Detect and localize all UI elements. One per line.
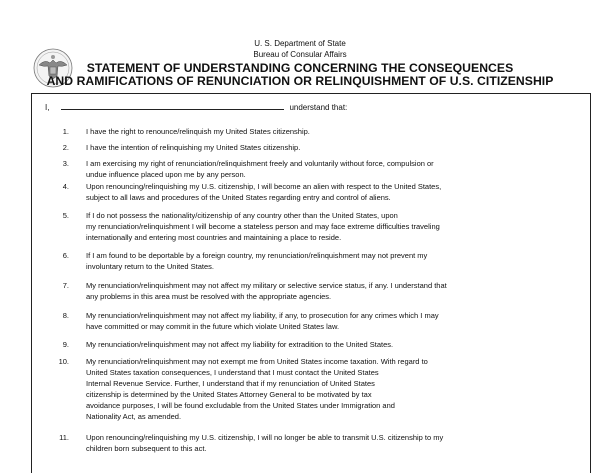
statement-item-text-line: involuntary return to the United States. bbox=[86, 262, 214, 271]
statement-item-text-line: I have the right to renounce/relinquish my United States citizenship. bbox=[86, 127, 310, 136]
statement-item-text bbox=[86, 142, 516, 153]
statement-item-text bbox=[86, 310, 516, 332]
statement-item-text-line: Nationality Act, as amended. bbox=[86, 412, 182, 421]
statement-item-text-line: avoidance purposes, I will be found excludable from the United States under Immigration and bbox=[86, 401, 395, 410]
statement-item-text bbox=[86, 158, 516, 180]
statement-item-text-line: My renunciation/relinquishment may not exempt me from United States income taxation. With regard to bbox=[86, 357, 428, 366]
statement-item-text bbox=[86, 432, 516, 454]
document-title-line-1: STATEMENT OF UNDERSTANDING CONCERNING THE CONSEQUENCES bbox=[86, 61, 514, 75]
intro-suffix: understand that: bbox=[289, 103, 348, 112]
statement-item-text bbox=[86, 181, 516, 203]
document-title-line-2: AND RAMIFICATIONS OF RENUNCIATION OR RELINQUISHMENT OF U.S. CITIZENSHIP bbox=[46, 74, 554, 88]
statement-item-text-line: My renunciation/relinquishment may not affect my liability, if any, to prosecution for any crimes which I may bbox=[86, 311, 439, 320]
statement-item-text-line: children born subsequent to this act. bbox=[86, 444, 207, 453]
statement-item-text-line: Internal Revenue Service. Further, I understand that if my renunciation of United States bbox=[86, 379, 375, 388]
statement-item-text-line: Upon renouncing/relinquishing my U.S. citizenship, I will no longer be able to transmit U.S. citizenship to my bbox=[86, 433, 444, 442]
statement-item-text-line: If I do not possess the nationality/citizenship of any country other than the United States, upon bbox=[86, 211, 398, 220]
bureau-name: Bureau of Consular Affairs bbox=[253, 50, 347, 59]
statement-item-text-line: My renunciation/relinquishment may not affect my military or selective service status, if any. I understand that bbox=[86, 281, 447, 290]
statement-item-text-line: I am exercising my right of renunciation/relinquishment freely and voluntarily without force, compulsion or bbox=[86, 159, 434, 168]
statement-item-number: 1. bbox=[62, 127, 69, 136]
statement-item-number: 4. bbox=[62, 182, 69, 191]
statement-item-number: 2. bbox=[62, 143, 69, 152]
statement-item-number: 7. bbox=[62, 281, 69, 290]
statement-item-text-line: If I am found to be deportable by a foreign country, my renunciation/relinquishment may not prevent my bbox=[86, 251, 428, 260]
statement-item-text bbox=[86, 210, 516, 243]
statement-item-text-line: My renunciation/relinquishment may not affect my liability for extradition to the United States. bbox=[86, 340, 394, 349]
statement-item-text-line: Upon renouncing/relinquishing my U.S. citizenship, I will become an alien with respect to the United States, bbox=[86, 182, 442, 191]
statement-item-text-line: any problems in this area must be resolved with the appropriate agencies. bbox=[86, 292, 332, 301]
statement-item-number: 3. bbox=[62, 159, 69, 168]
statement-item-text bbox=[86, 339, 516, 350]
statement-item-number: 10. bbox=[58, 357, 69, 366]
statement-item-text-line: undue influence placed upon me by any person. bbox=[86, 170, 246, 179]
statement-item-number: 8. bbox=[62, 311, 69, 320]
statement-item-text-line: internationally and entering most countries and maintaining a place to reside. bbox=[86, 233, 342, 242]
name-blank-field[interactable] bbox=[61, 101, 284, 110]
intro-prefix: I, bbox=[45, 103, 50, 112]
statement-item-text-line: citizenship is determined by the United States Attorney General to be motivated by tax bbox=[86, 390, 372, 399]
department-name: U. S. Department of State bbox=[254, 39, 346, 48]
statement-item-text-line: subject to all laws and procedures of the United States regarding entry and control of aliens. bbox=[86, 193, 391, 202]
intro-line bbox=[45, 101, 347, 113]
statement-item-text bbox=[86, 280, 516, 302]
statement-item-number: 11. bbox=[59, 433, 69, 442]
statement-item-text-line: my renunciation/relinquishment I will become a stateless person and may face extreme difficulties traveling bbox=[86, 222, 440, 231]
statement-item-text bbox=[86, 250, 516, 272]
statement-item-text-line: United States taxation consequences, I understand that I must contact the United States bbox=[86, 368, 379, 377]
statement-item-text bbox=[86, 356, 516, 422]
statement-item-number: 6. bbox=[62, 251, 69, 260]
statement-item-number: 9. bbox=[62, 340, 69, 349]
statement-item-text bbox=[86, 126, 516, 137]
statement-item-number: 5. bbox=[62, 211, 69, 220]
statement-item-text-line: I have the intention of relinquishing my United States citizenship. bbox=[86, 143, 301, 152]
statement-item-text-line: have committed or may commit in the future which violate United States law. bbox=[86, 322, 340, 331]
